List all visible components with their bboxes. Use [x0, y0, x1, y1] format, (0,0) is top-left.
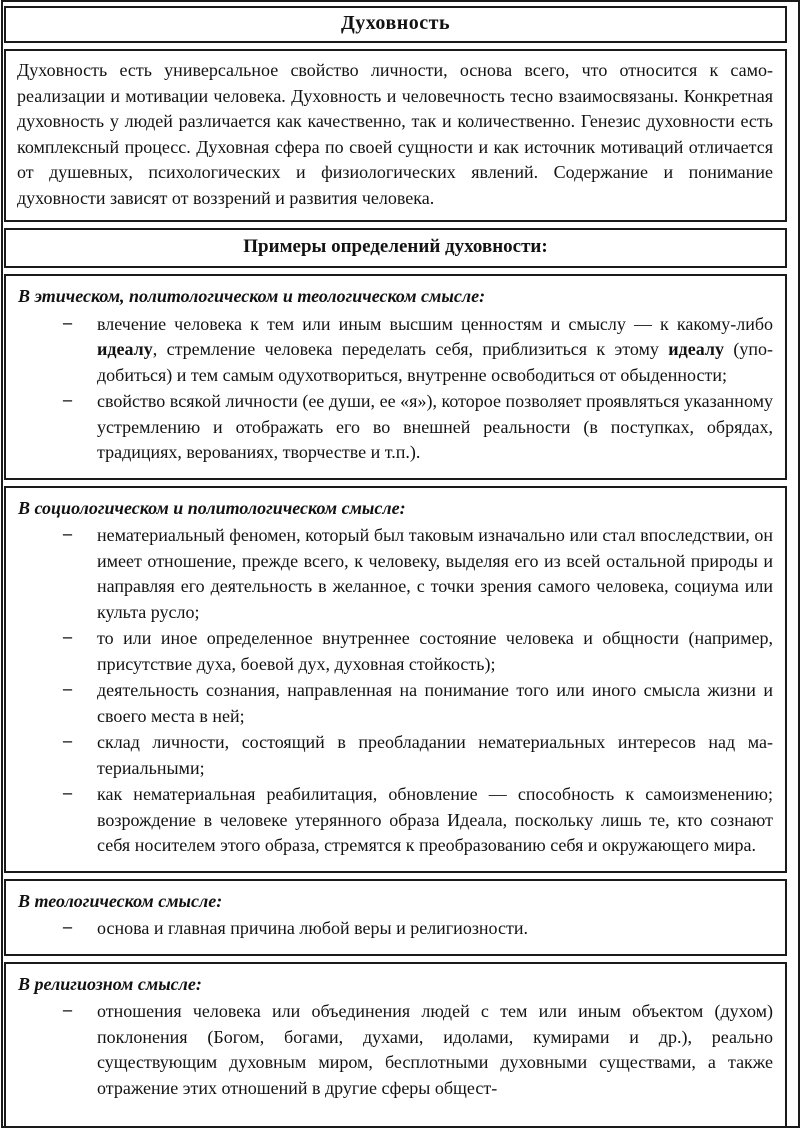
definition-text-run: нематериальный феномен, который был таковым изначально или стал впоследствии, он имеет отношение, прежде всего, к человеку, выделяя его из всей остальной природы и направляя его деятельность в желанное, с точки зрения самого человека, социума или культа русло;: [97, 525, 773, 622]
document-frame: [1, 0, 800, 1128]
definition-item: [97, 389, 773, 466]
section-ethical-sense: [4, 274, 787, 480]
definition-item: [97, 916, 773, 942]
definition-item: [97, 782, 773, 859]
definition-item: [97, 999, 773, 1101]
intro-box: [4, 49, 787, 222]
intro-paragraph: Духовность есть универсальное свойство личности, основа всего, что относится к самореализации и мотивации человека. Духовность и человечность тесно взаимосвязаны. Конкретная духовность у людей различается как качественно, так и количественно. Генезис духовности есть комплексный процесс. Духовная сфера по своей сущности и как источник мотиваций отличается от душевных, психологических и физиологических явлений. Содержание и понимание духовности зависят от воззрений и развития человека.: [17, 60, 773, 208]
definition-text-run: свойство всякой личности (ее души, ее «я»), которое позволяет проявляться указанному устремлению и отображать его во внешней реальности (в поступках, обрядах, традициях, верованиях, творчестве и т.п.).: [97, 391, 773, 462]
definition-text-run-bold: идеалу: [668, 339, 724, 359]
section-heading: В теологическом смысле:: [18, 890, 223, 911]
definition-item: [97, 626, 773, 677]
definition-text-run: (уподобиться) и тем самым одухотвориться, внутренне освободиться от обыденности;: [97, 339, 773, 385]
definition-text-run: влечение человека к тем или иным высшим ценностям и смыслу — к какому-либо: [97, 313, 773, 334]
definition-item: [97, 678, 773, 729]
definitions-list: [16, 916, 773, 942]
section-heading: В социологическом и политологическом смысле:: [18, 497, 406, 518]
section-heading: В этическом, политологическом и теологическом смысле:: [18, 286, 486, 306]
definitions-list: [16, 999, 773, 1101]
title-box: [4, 6, 787, 43]
definition-text-run: то или иное определенное внутреннее состояние человека и общности (например, присутствие духа, боевой дух, духовная стойкость);: [97, 628, 773, 674]
definition-text-run: как нематериальная реабилитация, обновление — способность к самоизменению; возрождение в человеке утерянного образа Идеала, поскольку лишь те, кто сознают себя носителем этого образа, стремятся к преобразованию себя и окружающего мира.: [97, 784, 773, 855]
definition-text-run: отношения человека или объединения людей с тем или иным объектом (духом) поклонения (Богом, богами, духами, идолами, кумирами и др.), реально существующим духовным миром, бесплотными духовными существами, а также отражение этих отношений в другие сферы общест-: [97, 1001, 773, 1098]
definitions-list: [16, 523, 773, 859]
definition-item: [97, 312, 773, 389]
examples-header-box: [4, 228, 787, 268]
examples-header: Примеры определений духовности:: [243, 236, 548, 257]
section-sociological-sense: [4, 486, 787, 873]
definition-item: [97, 730, 773, 781]
definition-item: [97, 523, 773, 625]
section-theological-sense: [4, 879, 787, 956]
section-religious-sense: [4, 962, 787, 1129]
section-heading: В религиозном смысле:: [18, 973, 202, 994]
definition-text-run: деятельность сознания, направленная на понимание того или иного смысла жизни и своего места в ней;: [97, 680, 773, 726]
definition-text-run: основа и главная причина любой веры и религиозности.: [97, 918, 528, 938]
definition-text-run-bold: идеалу: [97, 339, 153, 359]
definitions-list: [16, 312, 773, 466]
page-title: Духовность: [340, 12, 451, 34]
definition-text-run: , стремление человека переделать себя, приблизиться к этому: [152, 339, 669, 359]
definition-text-run: склад личности, состоящий в преобладании нематериальных интересов над материальными;: [97, 732, 773, 778]
